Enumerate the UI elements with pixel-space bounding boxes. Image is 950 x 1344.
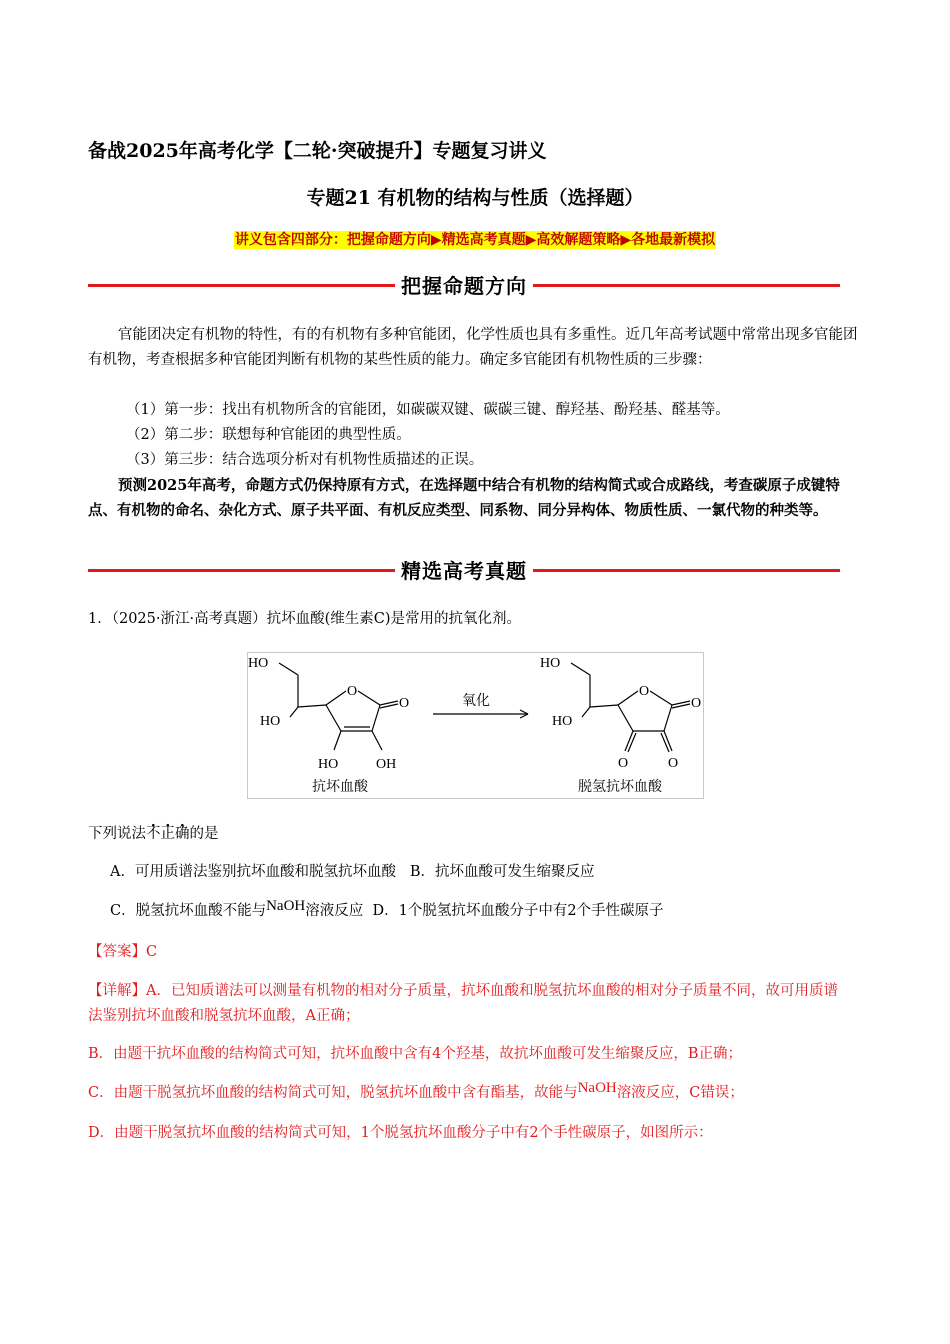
reaction-figure [247, 652, 704, 799]
detail-label: 【详解】 [88, 983, 146, 999]
options-row-cd [110, 899, 664, 924]
naoh-formula: NaOH [577, 1080, 617, 1096]
emphasis-char: 确 [175, 826, 190, 842]
options-row-ab [110, 860, 594, 885]
detail-a-text: A．已知质谱法可以测量有机物的相对分子质量，抗坏血酸和脱氢抗坏血酸的相对分子质量不同，故可用质谱法鉴别抗坏血酸和脱氢抗坏血酸，A正确； [88, 983, 838, 1024]
arrow-label: 氧化 [462, 694, 490, 709]
section-divider-direction [88, 270, 840, 300]
atom-label: HO [248, 656, 269, 671]
detail-c [88, 1081, 848, 1106]
answer-label: 【答案】C [88, 944, 158, 960]
atom-label: OH [376, 757, 397, 772]
question-stem [88, 822, 219, 847]
option-b: B．抗坏血酸可发生缩聚反应 [409, 864, 595, 880]
atom-label: HO [318, 757, 339, 772]
naoh-formula: NaOH [266, 898, 306, 914]
reaction-diagram [248, 653, 703, 798]
contents-banner [0, 229, 950, 249]
option-c-tail: 溶液反应 [305, 903, 364, 919]
section-heading: 把握命题方向 [395, 270, 533, 299]
doc-title: 备战2025年高考化学【二轮·突破提升】专题复习讲义 [88, 140, 547, 162]
option-c: C．脱氢抗坏血酸不能与 [110, 903, 267, 919]
atom-label: O [668, 756, 679, 771]
atom-label: O [639, 684, 650, 699]
compound-label-right: 脱氢抗坏血酸 [578, 780, 662, 795]
atom-label: HO [540, 656, 561, 671]
topic-title: 专题21 有机物的结构与性质（选择题） [306, 187, 644, 209]
contents-highlight: 讲义包含四部分：把握命题方向▶精选高考真题▶高效解题策略▶各地最新模拟 [234, 232, 716, 248]
question-source: （2025·浙江·高考真题） [111, 611, 267, 627]
detail-c-tail: 溶液反应，C错误； [616, 1085, 744, 1101]
compound-label-left: 抗坏血酸 [312, 780, 368, 795]
atom-label: O [347, 684, 358, 699]
step-2: （2）第二步：联想每种官能团的典型性质。 [126, 427, 411, 443]
atom-label: O [691, 696, 702, 711]
atom-label: O [618, 756, 629, 771]
question-text: 抗坏血酸(维生素C)是常用的抗氧化剂。 [266, 611, 522, 627]
detail-a [88, 979, 848, 1029]
question-number: 1． [88, 611, 112, 627]
section-heading: 精选高考真题 [395, 555, 533, 584]
emphasis-char: 正 [160, 826, 175, 842]
stem-text: 下列说法 [88, 826, 146, 842]
option-a: A．可用质谱法鉴别抗坏血酸和脱氢抗坏血酸 [110, 864, 396, 880]
detail-b: B．由题干抗坏血酸的结构简式可知，抗坏血酸中含有4个羟基，故抗坏血酸可发生缩聚反应，B正确； [88, 1046, 743, 1062]
prediction-paragraph: 预测2025年高考，命题方式仍保持原有方式，在选择题中结合有机物的结构简式或合成路线，考查碳原子成键特点、有机物的命名、杂化方式、原子共平面、有机反应类型、同系物、同分异构体、物质性质、一氯代物的种类等。 [88, 477, 840, 519]
step-3: （3）第三步：结合选项分析对有机物性质描述的正误。 [126, 452, 484, 468]
stem-text: 的是 [189, 826, 219, 842]
atom-label: HO [260, 714, 281, 729]
atom-label: HO [552, 714, 573, 729]
option-d: D．1个脱氢抗坏血酸分子中有2个手性碳原子 [372, 903, 664, 919]
intro-paragraph: 官能团决定有机物的特性，有的有机物有多种官能团，化学性质也具有多重性。近几年高考试题中常常出现多官能团有机物，考查根据多种官能团判断有机物的某些性质的能力。确定多官能团有机物性质的三步骤： [88, 327, 858, 368]
detail-c-text: C．由题干脱氢抗坏血酸的结构简式可知，脱氢抗坏血酸中含有酯基，故能与 [88, 1085, 578, 1101]
emphasis-char: 不 [146, 826, 161, 842]
section-divider-exam [88, 555, 840, 585]
question-1 [88, 607, 521, 632]
step-1: （1）第一步：找出有机物所含的官能团，如碳碳双键、碳碳三键、醇羟基、酚羟基、醛基等。 [126, 402, 730, 418]
detail-d: D．由题干脱氢抗坏血酸的结构简式可知，1个脱氢抗坏血酸分子中有2个手性碳原子，如图所示： [88, 1125, 713, 1141]
atom-label: O [399, 696, 410, 711]
